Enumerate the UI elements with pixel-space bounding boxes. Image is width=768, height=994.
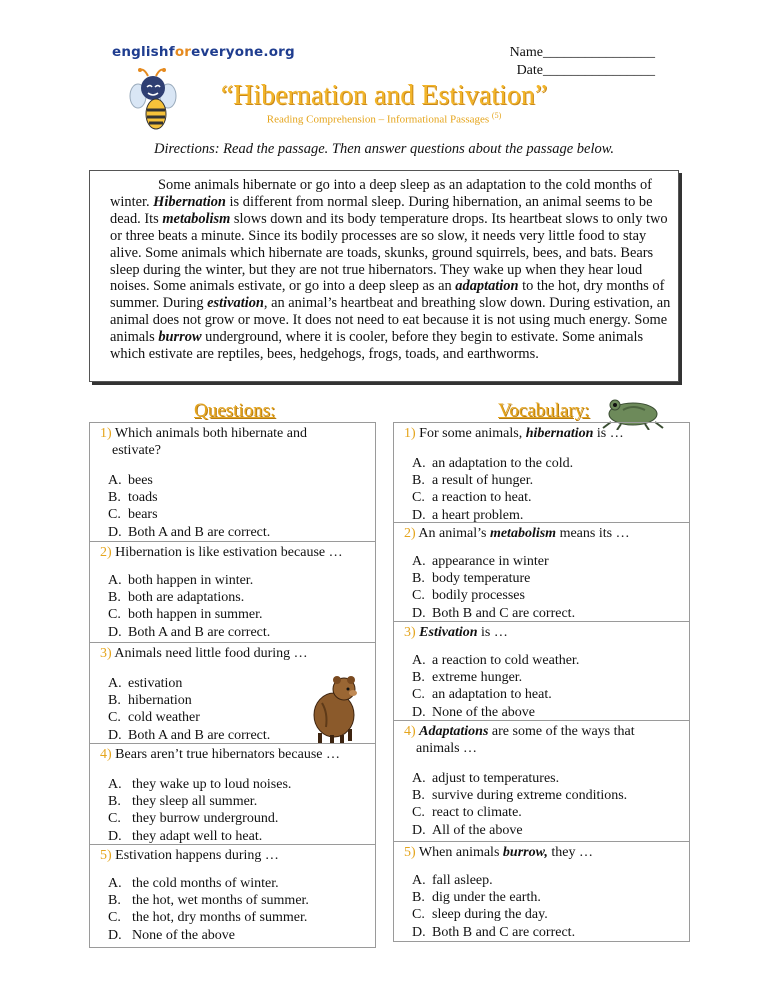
q1-option-b[interactable]: B. toads	[108, 490, 158, 506]
reading-passage: Some animals hibernate or go into a deep sleep as an adaptation to the cold months of winter. Hibernation is different from normal sleep. During hibernation, an animal seems to be dead. Its metabolism slows down and its body temperature drops. Its heartbeat slows to only two or three beats a minute. Since its bodily processes are so slow, it needs very little food to stay alive. Some animals which hibernate are toads, skunks, ground squirrels, bees, and bats. Bears sleep during the winter, but they are not true hibernators. They wake up when they hear loud noises. Some animals estivate, or go into a deep sleep as an adaptation to the hot, dry months of summer. During estivation, an animal’s heartbeat and breathing slow down. During estivation, an animal does not grow or move. It does not need to eat because it is not using much energy. Some animals burrow underground, where it is cooler, before they begin to estivate. Some animals which estivate are reptiles, bees, hedgehogs, frogs, toads, and earthworms.	[89, 170, 679, 382]
v5-option-b[interactable]: B. dig under the earth.	[412, 890, 541, 906]
q2-option-d[interactable]: D. Both A and B are correct.	[108, 624, 271, 640]
v4-option-a[interactable]: A. adjust to temperatures.	[412, 771, 560, 786]
v3-option-b[interactable]: B. extreme hunger.	[412, 670, 523, 686]
question-2-text: 2) Hibernation is like estivation because …	[100, 545, 343, 560]
site-logo-text: englishforeveryone.org	[112, 44, 295, 60]
v5-option-a[interactable]: A. fall asleep.	[412, 873, 493, 888]
question-5-text: 5) Estivation happens during …	[100, 848, 279, 863]
q3-option-d[interactable]: D. Both A and B are correct.	[108, 727, 271, 743]
question-5-box	[89, 845, 376, 948]
vocab-4-text: 4) Adaptations are some of the ways that animals …	[404, 724, 635, 756]
vocab-3-text: 3) Estivation is …	[404, 625, 508, 640]
question-1-text: 1) Which animals both hibernate and estivate?	[100, 426, 307, 458]
vocab-2-box	[393, 523, 690, 622]
v4-option-d[interactable]: D. All of the above	[412, 822, 523, 838]
question-3-text: 3) Animals need little food during …	[100, 646, 308, 661]
question-2-box	[89, 542, 376, 643]
v2-option-a[interactable]: A. appearance in winter	[412, 554, 549, 569]
v1-option-b[interactable]: B. a result of hunger.	[412, 473, 534, 489]
q5-option-d[interactable]: D. None of the above	[108, 927, 236, 943]
q1-option-d[interactable]: D. Both A and B are correct.	[108, 524, 271, 540]
q5-option-c[interactable]: C. the hot, dry months of summer.	[108, 910, 308, 926]
q3-option-b[interactable]: B. hibernation	[108, 693, 192, 709]
v3-option-a[interactable]: A. a reaction to cold weather.	[412, 653, 580, 668]
keyword-estivation: estivation	[207, 295, 264, 312]
q4-option-d[interactable]: D. they adapt well to heat.	[108, 828, 263, 844]
vocabulary-heading: Vocabulary:	[498, 400, 590, 421]
q4-option-c[interactable]: C. they burrow underground.	[108, 811, 279, 827]
question-3-box	[89, 643, 376, 744]
vocab-1-box	[393, 422, 690, 523]
v2-option-b[interactable]: B. body temperature	[412, 571, 531, 587]
vocab-5-text: 5) When animals burrow, they …	[404, 845, 594, 860]
name-date-fields	[510, 44, 655, 80]
vocab-2-text: 2) An animal’s metabolism means its …	[404, 526, 630, 541]
date-field: Date________________	[516, 63, 655, 78]
question-4-box	[89, 744, 376, 845]
v2-option-c[interactable]: C. bodily processes	[412, 588, 525, 604]
q5-option-a[interactable]: A. the cold months of winter.	[108, 876, 279, 891]
page-title: “Hibernation and Estivation”	[220, 80, 548, 111]
q4-option-a[interactable]: A. they wake up to loud noises.	[108, 777, 292, 792]
v4-option-c[interactable]: C. react to climate.	[412, 805, 522, 821]
q1-option-a[interactable]: A. bees	[108, 473, 153, 488]
q4-option-b[interactable]: B. they sleep all summer.	[108, 794, 258, 810]
name-field: Name________________	[509, 45, 655, 60]
q2-option-c[interactable]: C. both happen in summer.	[108, 607, 263, 623]
v3-option-d[interactable]: D. None of the above	[412, 704, 536, 720]
questions-heading: Questions:	[194, 400, 276, 421]
vocab-5-box	[393, 842, 690, 942]
keyword-metabolism: metabolism	[162, 210, 231, 227]
vocab-4-box	[393, 721, 690, 842]
keyword-adaptation: adaptation	[455, 278, 519, 295]
v5-option-d[interactable]: D. Both B and C are correct.	[412, 924, 576, 940]
v1-option-a[interactable]: A. an adaptation to the cold.	[412, 456, 574, 471]
v5-option-c[interactable]: C. sleep during the day.	[412, 907, 548, 923]
directions-text: Directions: Read the passage. Then answer questions about the passage below.	[154, 141, 614, 157]
q3-option-a[interactable]: A. estivation	[108, 676, 183, 691]
vocab-3-box	[393, 622, 690, 721]
keyword-hibernation: Hibernation	[153, 193, 226, 210]
v1-option-c[interactable]: C. a reaction to heat.	[412, 490, 532, 506]
q2-option-b[interactable]: B. both are adaptations.	[108, 590, 245, 606]
vocab-1-text: 1) For some animals, hibernation is …	[404, 426, 624, 441]
v2-option-d[interactable]: D. Both B and C are correct.	[412, 605, 576, 621]
q1-option-c[interactable]: C. bears	[108, 507, 158, 523]
question-4-text: 4) Bears aren’t true hibernators because …	[100, 747, 340, 762]
v1-option-d[interactable]: D. a heart problem.	[412, 507, 524, 523]
v4-option-b[interactable]: B. survive during extreme conditions.	[412, 788, 628, 804]
v3-option-c[interactable]: C. an adaptation to heat.	[412, 687, 552, 703]
page-subtitle: Reading Comprehension – Informational Passages $^{(5)}$	[266, 111, 502, 126]
q2-option-a[interactable]: A. both happen in winter.	[108, 573, 254, 588]
keyword-burrow: burrow	[158, 329, 202, 346]
q3-option-c[interactable]: C. cold weather	[108, 710, 200, 726]
question-1-box	[89, 422, 376, 542]
q5-option-b[interactable]: B. the hot, wet months of summer.	[108, 893, 309, 909]
